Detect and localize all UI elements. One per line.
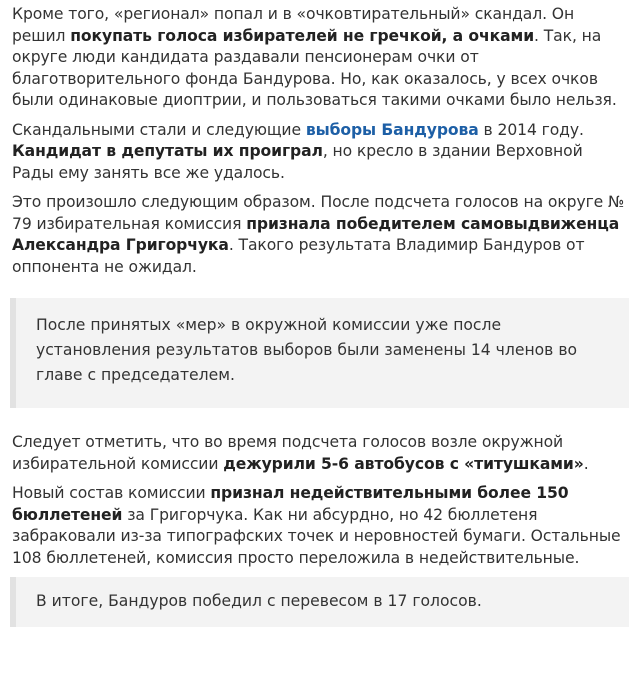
bold-text: признала победителем самовыдвиженца Александра Григорчука [12, 214, 620, 254]
text-run: Кроме того, «регионал» попал и в «очковтирательный» скандал. Он решил [12, 5, 575, 45]
bold-text: Кандидат в депутаты их проиграл [12, 142, 323, 160]
text-run: за Григорчука. Как ни абсурдно, но 42 бюллетеня забраковали из-за типографских точек и неровностей бумаги. Остальные 108 бюллетеней, комиссия просто переложила в недействительные. [12, 505, 621, 567]
text-run: в 2014 году. [478, 120, 584, 139]
paragraph-group-bottom [12, 432, 629, 569]
text-run: . Так, на округе люди кандидата раздавали пенсионерам очки от благотворительного фонда Бандурова. Но, как оказалось, у всех очков были одинаковые диоптрии, и пользоваться такими очками было нельзя. [12, 26, 617, 109]
text-run: , но кресло в здании Верховной Рады ему занять все же удалось. [12, 142, 583, 182]
bold-text: покупать голоса избирателей не гречкой, а очками [70, 26, 535, 45]
bold-text: дежурили 5-6 автобусов с «титушками» [223, 454, 584, 473]
blockquote-commission-changes [10, 298, 629, 408]
blockquote-text: После принятых «мер» в окружной комиссии уже после установления результатов выборов были заменены 14 членов во главе с председателем. [36, 316, 578, 384]
inline-link[interactable]: выборы Бандурова [305, 120, 479, 139]
text-run: Новый состав комиссии [12, 484, 211, 502]
paragraph [12, 192, 629, 278]
paragraph-group-top [12, 4, 629, 278]
text-run: Следует отметить, что во время подсчета голосов возле окружной избирательной комиссии [12, 433, 564, 473]
paragraph [12, 483, 629, 569]
paragraph [12, 120, 629, 185]
text-run: . Такого результата Владимир Бандуров от оппонента не ожидал. [12, 236, 585, 276]
text-run: . [583, 454, 589, 473]
blockquote-result [10, 577, 629, 627]
paragraph [12, 432, 629, 475]
bold-text: признал недействительными более 150 бюллетеней [12, 484, 569, 524]
paragraph [12, 4, 629, 112]
text-run: Скандальными стали и следующие [12, 120, 306, 139]
blockquote-text: В итоге, Бандуров победил с перевесом в 17 голосов. [36, 592, 482, 610]
text-run: Это произошло следующим образом. После подсчета голосов на округе № 79 избирательная комиссия [12, 193, 625, 233]
